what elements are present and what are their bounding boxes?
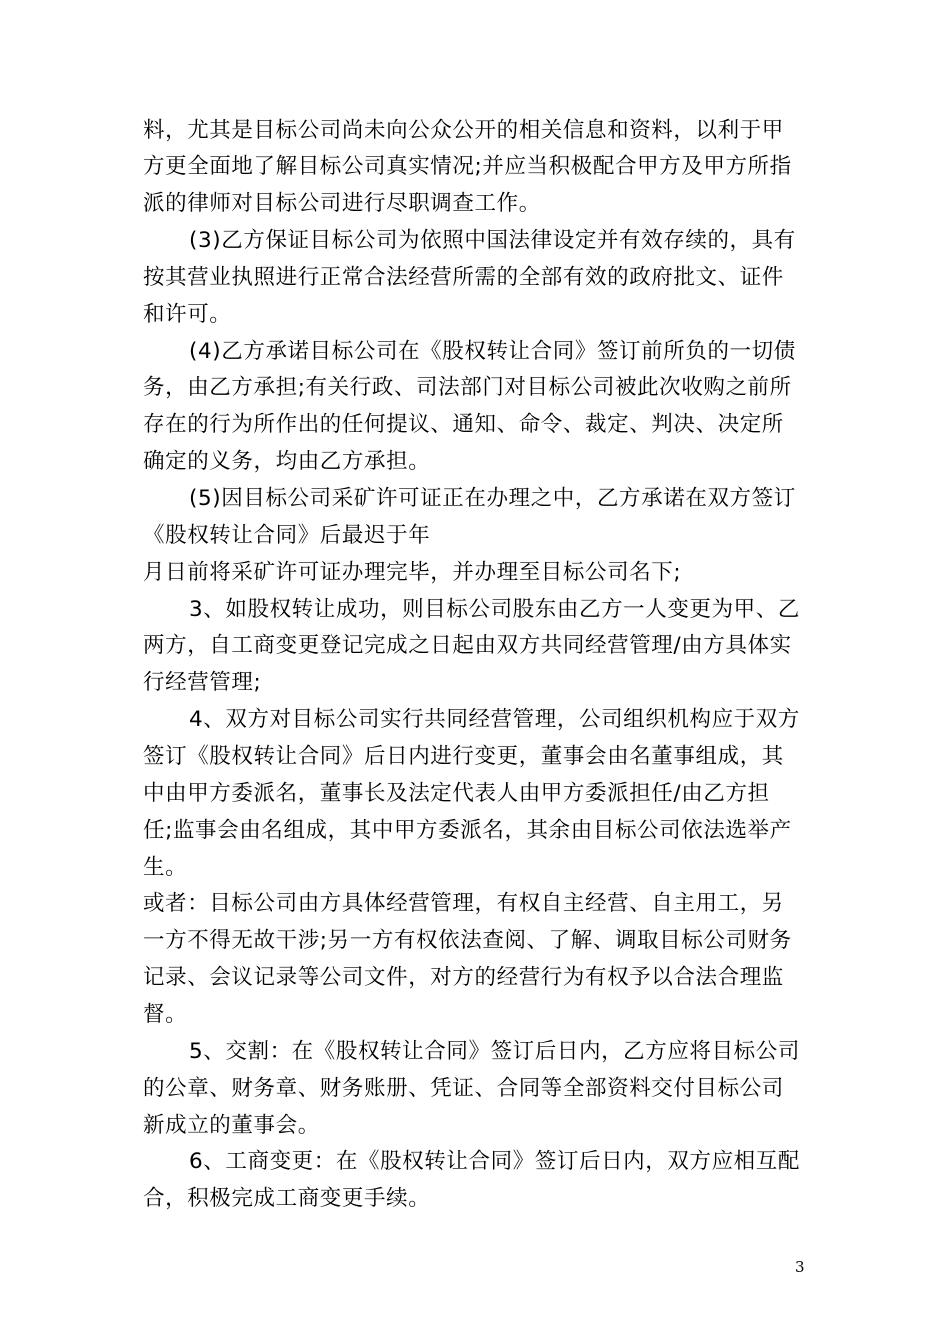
text-line: 务，由乙方承担;有关行政、司法部门对目标公司被此次收购之前所: [143, 375, 792, 400]
text-line: 行经营管理;: [143, 670, 262, 695]
text-line: 两方，自工商变更登记完成之日起由双方共同经营管理/由方具体实: [143, 633, 792, 658]
text-line: 3、如股权转让成功，则目标公司股东由乙方一人变更为甲、乙: [189, 597, 800, 622]
text-line: 按其营业执照进行正常合法经营所需的全部有效的政府批文、证件: [143, 265, 784, 290]
text-line: 或者：目标公司由方具体经营管理，有权自主经营、自主用工，另: [143, 891, 784, 916]
text-line: 月日前将采矿许可证办理完毕，并办理至目标公司名下;: [143, 560, 682, 585]
text-line: 5、交割：在《股权转让合同》签订后日内，乙方应将目标公司: [189, 1039, 800, 1064]
text-line: 中由甲方委派名，董事长及法定代表人由甲方委派担任/由乙方担: [143, 781, 770, 806]
text-line: 督。: [143, 1002, 188, 1027]
text-line: (4)乙方承诺目标公司在《股权转让合同》签订前所负的一切债: [189, 339, 796, 364]
text-line: 生。: [143, 855, 188, 880]
text-line: (5)因目标公司采矿许可证正在办理之中，乙方承诺在双方签订: [189, 486, 796, 511]
text-line: 一方不得无故干涉;另一方有权依法查阅、了解、调取目标公司财务: [143, 928, 792, 953]
text-line: (3)乙方保证目标公司为依照中国法律设定并有效存续的，具有: [189, 228, 796, 253]
text-line: 签订《股权转让合同》后日内进行变更，董事会由名董事组成，其: [143, 744, 784, 769]
text-line: 4、双方对目标公司实行共同经营管理，公司组织机构应于双方: [189, 707, 800, 732]
text-line: 方更全面地了解目标公司真实情况;并应当积极配合甲方及甲方所指: [143, 154, 792, 179]
text-line: 派的律师对目标公司进行尽职调查工作。: [143, 191, 541, 216]
text-line: 的公章、财务章、财务账册、凭证、合同等全部资料交付目标公司: [143, 1076, 784, 1101]
text-line: 新成立的董事会。: [143, 1113, 320, 1138]
text-line: 确定的义务，均由乙方承担。: [143, 449, 431, 474]
text-line: 合，积极完成工商变更手续。: [143, 1186, 431, 1211]
text-line: 《股权转让合同》后最迟于年: [143, 523, 431, 548]
text-line: 记录、会议记录等公司文件，对方的经营行为有权予以合法合理监: [143, 965, 784, 990]
text-line: 料，尤其是目标公司尚未向公众公开的相关信息和资料，以利于甲: [143, 118, 784, 143]
text-line: 和许可。: [143, 302, 232, 327]
page-number: 3: [795, 1258, 805, 1276]
text-line: 存在的行为所作出的任何提议、通知、命令、裁定、判决、决定所: [143, 412, 784, 437]
text-line: 任;监事会由名组成，其中甲方委派名，其余由目标公司依法选举产: [143, 818, 792, 843]
text-line: 6、工商变更：在《股权转让合同》签订后日内，双方应相互配: [189, 1149, 800, 1174]
